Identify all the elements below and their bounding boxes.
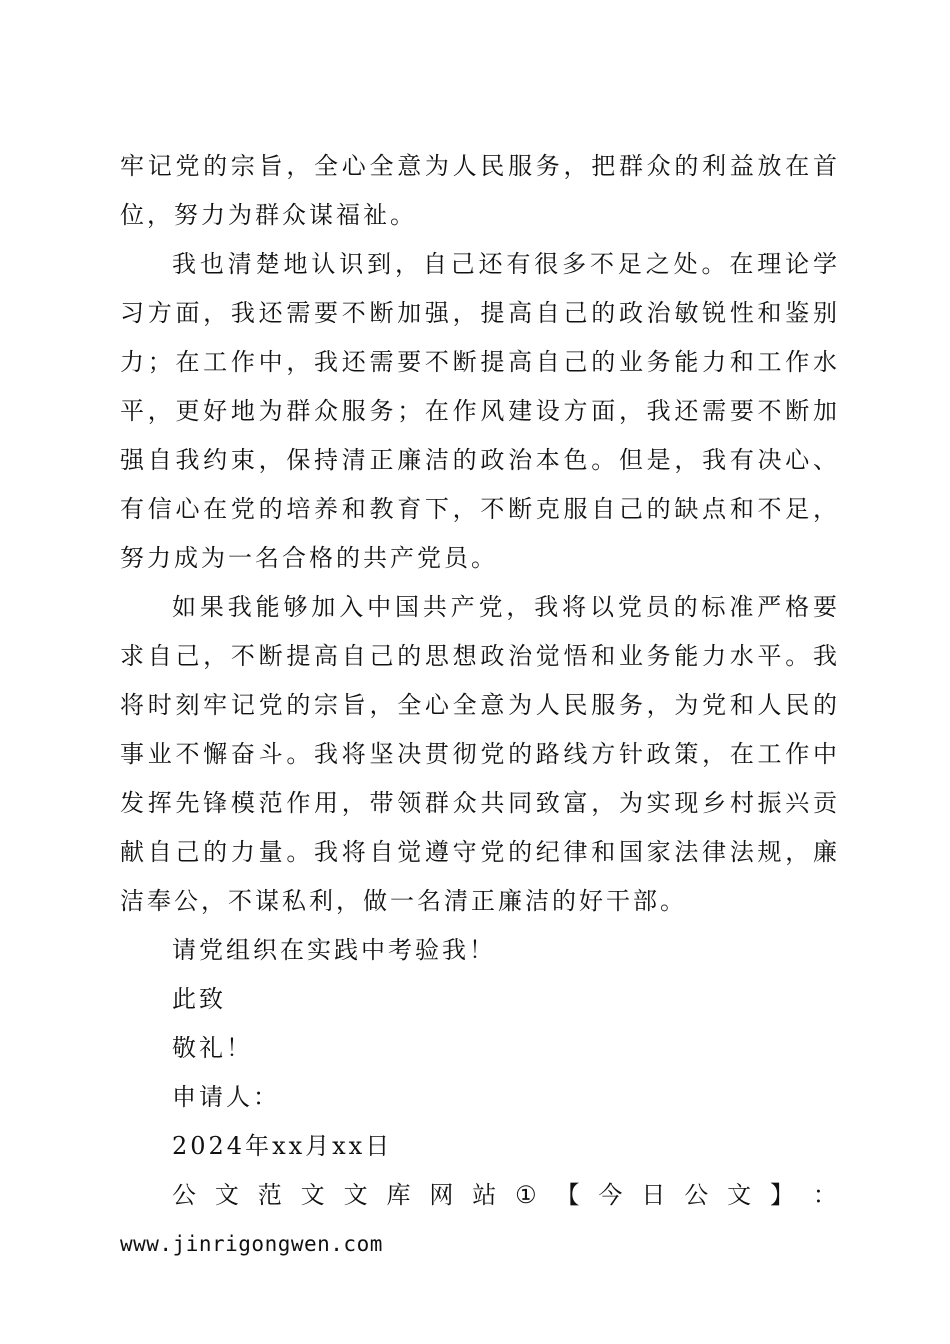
paragraph-commitment: 如果我能够加入中国共产党，我将以党员的标准严格要求自己，不断提高自己的思想政治觉悟和业务能力水平。我将时刻牢记党的宗旨，全心全意为人民服务，为党和人民的事业不懈奋斗。我将坚决贯彻党的路线方针政策，在工作中发挥先锋模范作用，带领群众共同致富，为实现乡村振兴贡献自己的力量。我将自觉遵守党的纪律和国家法律法规，廉洁奉公，不谋私利，做一名清正廉洁的好干部。 [120,593,840,915]
closing-salutation-1: 此致 [172,985,226,1013]
footer-char: 文 [300,1181,328,1209]
footer-char: 文 [727,1181,755,1209]
paragraph-shortcomings: 我也清楚地认识到，自己还有很多不足之处。在理论学习方面，我还需要不断加强，提高自己的政治敏锐性和鉴别力；在工作中，我还需要不断提高自己的业务能力和工作水平，更好地为群众服务；在作风建设方面，我还需要不断加强自我约束，保持清正廉洁的政治本色。但是，我有决心、有信心在党的培养和教育下，不断克服自己的缺点和不足，努力成为一名合格的共产党员。 [120,250,840,572]
footer-char: 库 [386,1181,414,1209]
footer-char: 公 [684,1181,712,1209]
footer-char: 范 [257,1181,285,1209]
paragraph-continued: 牢记党的宗旨，全心全意为人民服务，把群众的利益放在首位，努力为群众谋福祉。 [120,152,840,229]
closing-salutation-2: 敬礼！ [172,1034,253,1062]
footer-char: ① [515,1181,540,1209]
footer-char: ： [812,1181,840,1209]
footer-url: www.jinrigongwen.com [120,1232,383,1256]
closing-request: 请党组织在实践中考验我！ [172,936,496,964]
footer-char: 公 [172,1181,199,1209]
applicant-label: 申请人： [172,1083,280,1111]
footer-char: 文 [343,1181,371,1209]
footer-char: 站 [472,1181,500,1209]
document-body [120,142,840,1269]
footer-char: 今 [598,1181,626,1209]
footer-char: 文 [214,1181,242,1209]
footer-char: 【 [555,1181,583,1209]
footer-char: 】 [769,1181,797,1209]
footer-char: 日 [641,1181,669,1209]
application-date: 2024年xx月xx日 [172,1132,393,1160]
footer-char: 网 [429,1181,457,1209]
footer-site-label [120,1171,840,1220]
